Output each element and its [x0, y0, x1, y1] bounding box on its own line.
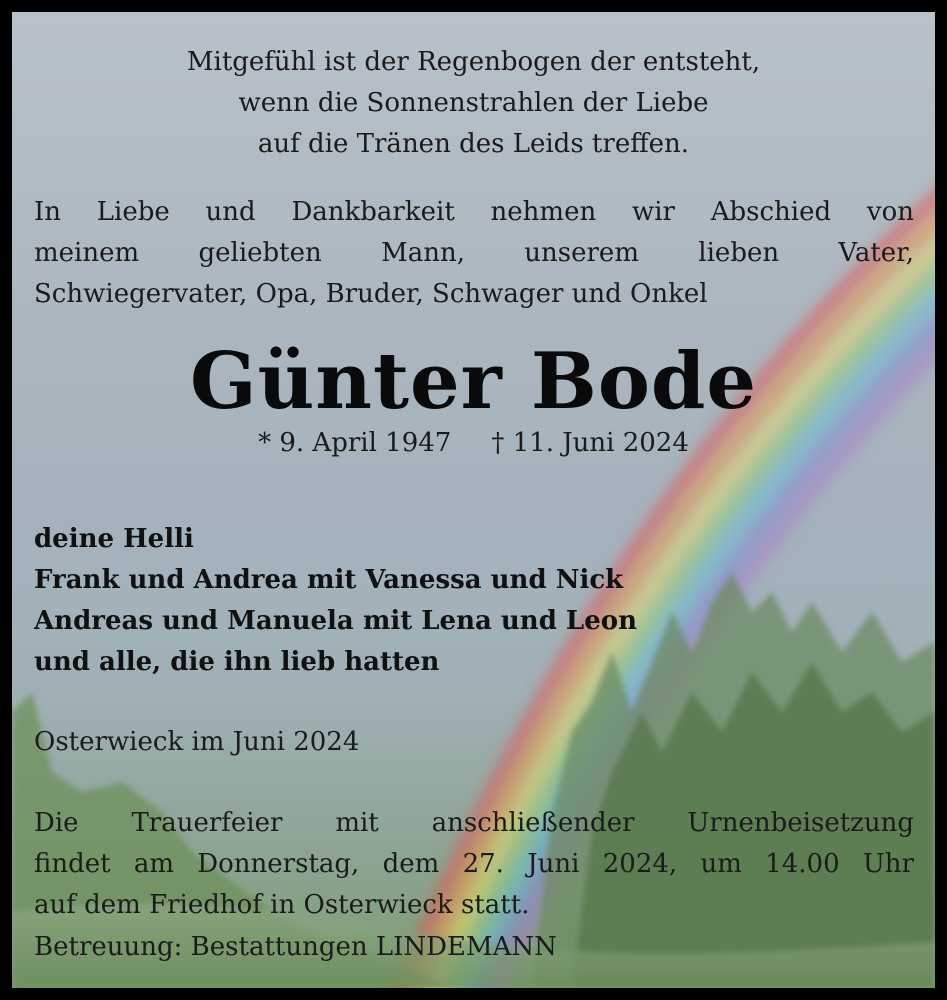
intro-line: meinem geliebten Mann, unserem lieben Vater, [34, 238, 914, 268]
undertaker-credit: Betreuung: Bestattungen LINDEMANN [34, 932, 557, 962]
funeral-line: Die Trauerfeier mit anschließender Urnenbeisetzung [34, 808, 914, 838]
notice-text [12, 12, 935, 988]
farewell-intro [34, 192, 914, 315]
deceased-name: Günter Bode [189, 336, 758, 427]
motto-line: auf die Tränen des Leids treffen. [257, 129, 690, 159]
family-line: Andreas und Manuela mit Lena und Leon [34, 606, 638, 636]
funeral-line: findet am Donnerstag, dem 27. Juni 2024, um 14.00 Uhr [34, 849, 914, 879]
family-line: deine Helli [34, 524, 194, 554]
family-signature [34, 519, 637, 683]
motto-line: Mitgefühl ist der Regenbogen der entsteht, [186, 47, 761, 77]
obituary-notice [12, 12, 935, 988]
intro-line: In Liebe und Dankbarkeit nehmen wir Abschied von [34, 197, 914, 227]
motto-quote [52, 42, 895, 165]
funeral-line: auf dem Friedhof in Osterwieck statt. [34, 890, 530, 920]
motto-line: wenn die Sonnenstrahlen der Liebe [238, 88, 709, 118]
intro-line: Schwiegervater, Opa, Bruder, Schwager und Onkel [34, 279, 708, 309]
place-and-date: Osterwieck im Juni 2024 [34, 727, 360, 757]
family-line: Frank und Andrea mit Vanessa und Nick [34, 565, 624, 595]
family-line: und alle, die ihn lieb hatten [34, 647, 440, 677]
birth-date: * 9. April 1947 [258, 428, 452, 458]
funeral-info [34, 803, 914, 926]
life-dates [12, 426, 935, 460]
death-date: † 11. Juni 2024 [491, 428, 689, 458]
